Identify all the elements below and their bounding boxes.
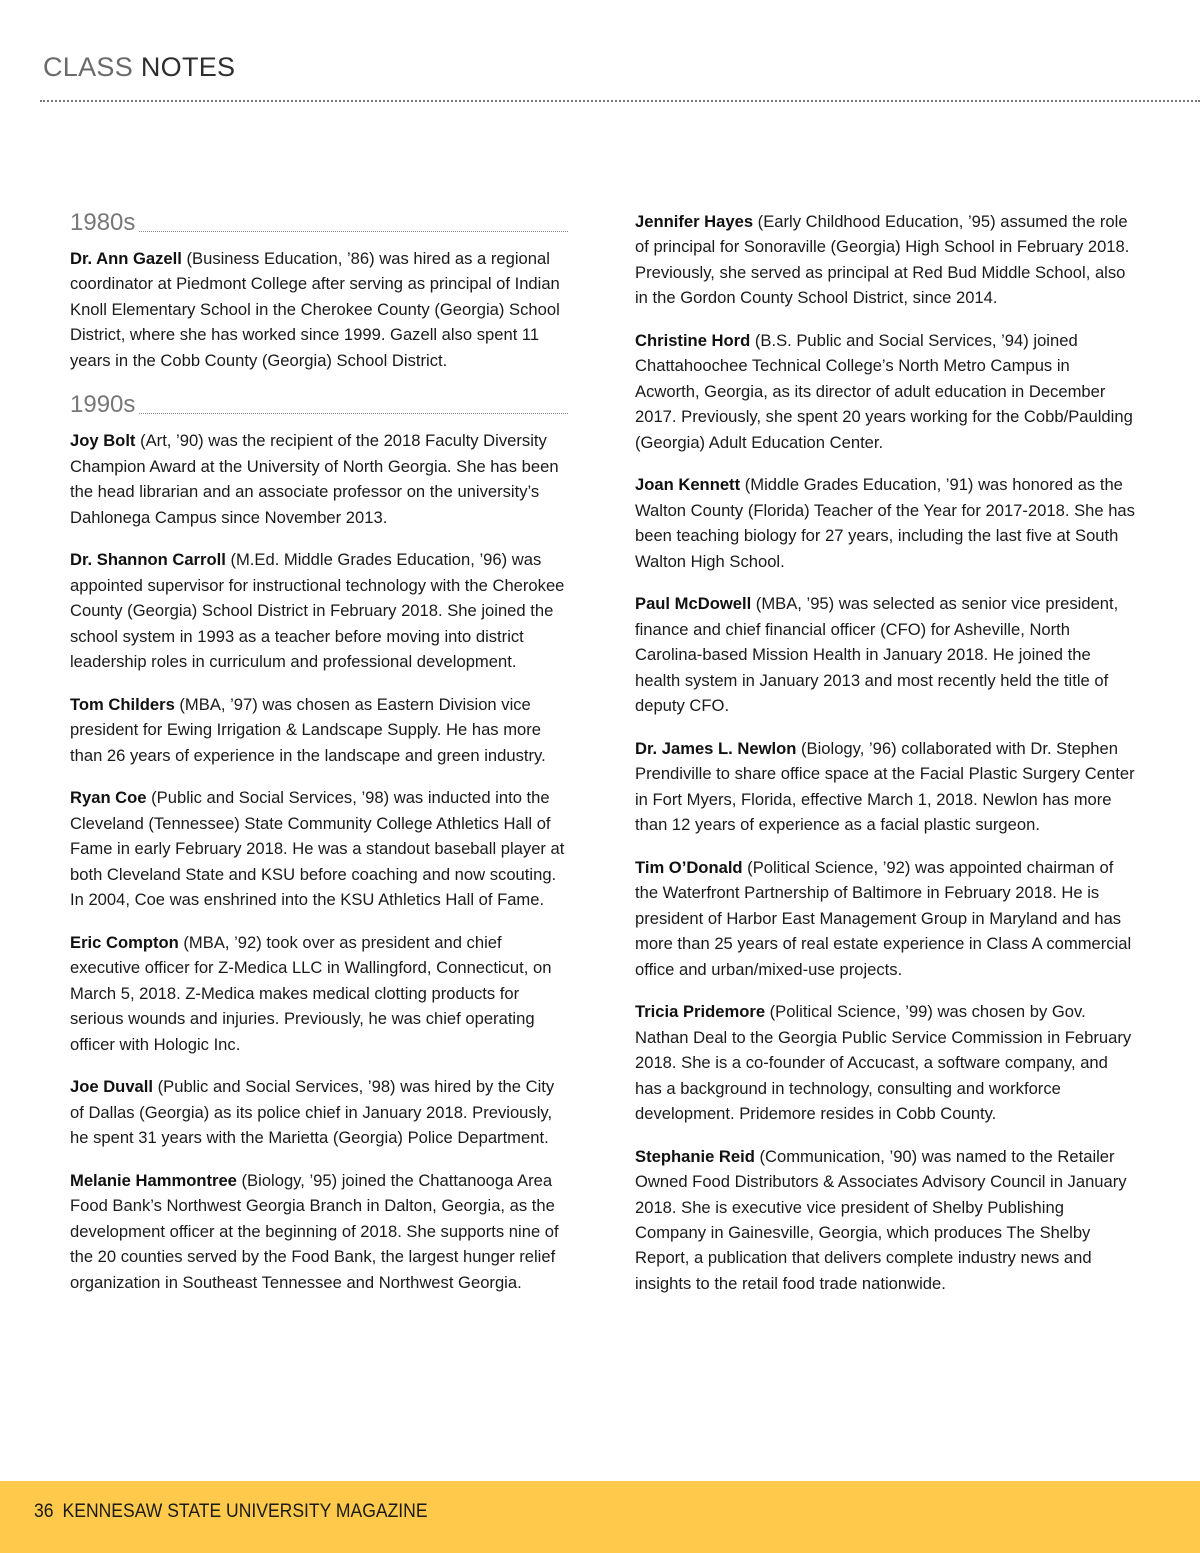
class-note <box>70 547 568 674</box>
left-column <box>70 208 568 1312</box>
alumni-name: Eric Compton <box>70 932 179 952</box>
class-note <box>635 472 1135 574</box>
page-header <box>43 52 235 83</box>
class-note <box>635 999 1135 1126</box>
class-note <box>635 736 1135 838</box>
note-body: (Biology, ’95) joined the Chattanooga Area Food Bank’s Northwest Georgia Branch in Dalton, Georgia, as the development officer at the beginning of 2018. She supports nine of the 20 counties served by the Food Bank, the largest hunger relief organization in Southeast Tennessee and Northwest Georgia. <box>70 1170 559 1292</box>
class-note <box>635 209 1135 311</box>
note-body: (MBA, ’97) was chosen as Eastern Division vice president for Ewing Irrigation & Landscape Supply. He has more than 26 years of experience in the landscape and green industry. <box>70 694 546 765</box>
alumni-name: Tricia Pridemore <box>635 1002 766 1022</box>
note-body: (Public and Social Services, ’98) was inducted into the Cleveland (Tennessee) State Community College Athletics Hall of Fame in early February 2018. He was a standout baseball player at both Cleveland State and KSU before coaching and now scouting. In 2004, Coe was enshrined into the KSU Athletics Hall of Fame. <box>70 788 565 910</box>
decade-heading-1990s <box>70 390 568 420</box>
class-note <box>70 1168 568 1295</box>
class-note <box>70 246 568 373</box>
page-number: 36 <box>34 1500 54 1522</box>
alumni-name: Joy Bolt <box>70 431 136 451</box>
class-note <box>635 1144 1135 1296</box>
class-note <box>70 692 568 768</box>
decade-rule <box>139 231 568 232</box>
alumni-name: Melanie Hammontree <box>70 1170 237 1190</box>
note-body: (Political Science, ’92) was appointed chairman of the Waterfront Partnership of Baltimore in February 2018. He is president of Harbor East Management Group in Maryland and has more than 25 years of real estate experience in Class A commercial office and urban/mixed-use projects. <box>635 857 1132 979</box>
note-body: (Political Science, ’99) was chosen by Gov. Nathan Deal to the Georgia Public Service Commission in February 2018. She is a co-founder of Accucast, a software company, and has a background in technology, consulting and workforce development. Pridemore resides in Cobb County. <box>635 1002 1132 1123</box>
class-note <box>635 591 1135 718</box>
note-body: (Communication, ’90) was named to the Retailer Owned Food Distributors & Associates Advisory Council in January 2018. She is executive vice president of Shelby Publishing Company in Gainesville, Georgia, which produces The Shelby Report, a publication that delivers complete industry news and insights to the retail food trade nationwide. <box>635 1146 1127 1293</box>
note-body: (Early Childhood Education, ’95) assumed the role of principal for Sonoraville (Georgia) High School in February 2018. Previously, she served as principal at Red Bud Middle School, also in the Gordon County School District, since 2014. <box>635 212 1130 308</box>
class-note <box>70 428 568 530</box>
note-body: (M.Ed. Middle Grades Education, ’96) was appointed supervisor for instructional technology with the Cherokee County (Georgia) School District in February 2018. She joined the school system in 1993 as a teacher before moving into district leadership roles in curriculum and professional development. <box>70 550 565 672</box>
footer-text <box>34 1500 428 1523</box>
alumni-name: Stephanie Reid <box>635 1146 755 1166</box>
alumni-name: Jennifer Hayes <box>635 212 754 231</box>
alumni-name: Christine Hord <box>635 331 751 351</box>
decade-label: 1980s <box>70 209 136 236</box>
note-body: (B.S. Public and Social Services, ’94) joined Chattahoochee Technical College’s North Metro Campus in Acworth, Georgia, as its director of adult education in December 2017. Previously, she spent 20 years working for the Cobb/Paulding (Georgia) Adult Education Center. <box>635 331 1133 452</box>
alumni-name: Ryan Coe <box>70 788 147 808</box>
header-divider <box>40 100 1200 102</box>
alumni-name: Dr. Shannon Carroll <box>70 550 226 570</box>
class-note <box>635 328 1135 455</box>
publication-title: KENNESAW STATE UNIVERSITY MAGAZINE <box>62 1500 428 1522</box>
class-note <box>70 930 568 1057</box>
note-body: (Biology, ’96) collaborated with Dr. Stephen Prendiville to share office space at the Facial Plastic Surgery Center in Fort Myers, Florida, effective March 1, 2018. Newlon has more than 12 years of experience as a facial plastic surgeon. <box>635 738 1135 835</box>
alumni-name: Tom Childers <box>70 694 175 714</box>
class-note <box>635 855 1135 982</box>
note-body: (Public and Social Services, ’98) was hired by the City of Dallas (Georgia) as its police chief in January 2018. Previously, he spent 31 years with the Marietta (Georgia) Police Department. <box>70 1077 555 1148</box>
note-body: (Art, ’90) was the recipient of the 2018 Faculty Diversity Champion Award at the University of North Georgia. She has been the head librarian and an associate professor on the university’s Dahlonega Campus since November 2013. <box>70 431 559 527</box>
alumni-name: Dr. James L. Newlon <box>635 738 797 758</box>
class-note <box>70 1074 568 1150</box>
decade-label: 1990s <box>70 391 136 419</box>
note-body: (MBA, ’95) was selected as senior vice president, finance and chief financial officer (CFO) for Asheville, North Carolina-based Mission Health in January 2018. He joined the health system in January 2013 and most recently held the title of deputy CFO. <box>635 594 1119 716</box>
alumni-name: Joan Kennett <box>635 475 741 495</box>
page-footer <box>0 1481 1200 1553</box>
header-title-light: CLASS <box>43 52 134 82</box>
note-body: (Business Education, ’86) was hired as a regional coordinator at Piedmont College after serving as principal of Indian Knoll Elementary School in the Cherokee County (Georgia) School District, where she has worked since 1999. Gazell also spent 11 years in the Cobb County (Georgia) School District. <box>70 249 560 370</box>
right-column <box>635 209 1135 1314</box>
alumni-name: Joe Duvall <box>70 1077 154 1097</box>
decade-rule <box>139 413 568 414</box>
class-note <box>70 785 568 912</box>
note-body: (MBA, ’92) took over as president and chief executive officer for Z-Medica LLC in Wallingford, Connecticut, on March 5, 2018. Z-Medica makes medical clotting products for serious wounds and injuries. Previously, he was chief operating officer with Hologic Inc. <box>70 932 552 1054</box>
alumni-name: Dr. Ann Gazell <box>70 249 182 268</box>
alumni-name: Tim O’Donald <box>635 857 743 877</box>
alumni-name: Paul McDowell <box>635 594 752 614</box>
header-title-dark: NOTES <box>140 52 236 82</box>
note-body: (Middle Grades Education, ’91) was honored as the Walton County (Florida) Teacher of the Year for 2017-2018. She has been teaching biology for 27 years, including the last five at South Walton High School. <box>635 475 1135 571</box>
decade-heading-1980s <box>70 208 568 238</box>
